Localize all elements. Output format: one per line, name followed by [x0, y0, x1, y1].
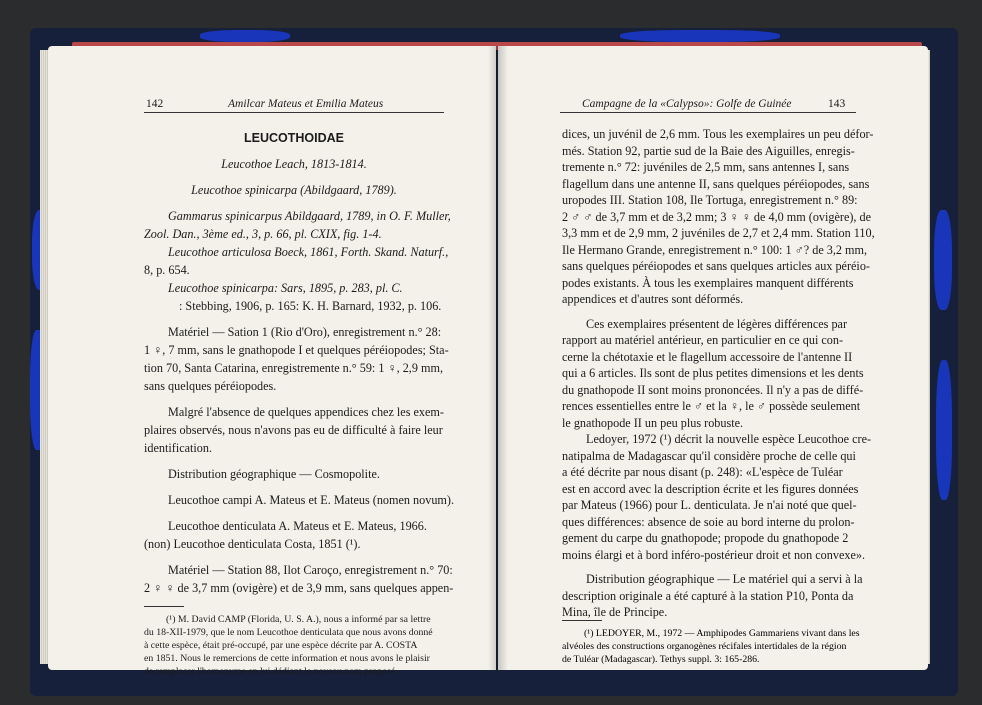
distribution-line: Distribution géographique — Le matériel qui a servi à la — [586, 572, 863, 586]
body-paragraph: identification. — [144, 441, 213, 455]
body-paragraph: appendices et d'autres sont déformés. — [562, 292, 744, 306]
body-paragraph: natipalma de Madagascar qu'il considère proche de celle qui — [562, 448, 856, 463]
page-number: 143 — [828, 98, 846, 110]
material-paragraph: 2 ♀ ♀ de 3,7 mm (ovigère) et de 3,9 mm, sans quelques appen- — [144, 581, 454, 595]
body-paragraph: plaires observés, nous n'avons pas eu de difficulté à faire leur — [144, 423, 443, 437]
footnote-line: du 18-XII-1979, que le nom Leucothoe denticulata que nous avons donné — [144, 627, 433, 638]
footnote-line: alvéoles des constructions organogènes récifales intertidales de la région — [562, 640, 847, 652]
body-paragraph: du gnathopode II sont moins prononcées. Il n'y a pas de diffé- — [562, 382, 864, 397]
footnote-rule — [562, 620, 602, 621]
synonym-line: 8, p. 654. — [144, 263, 190, 277]
material-paragraph: Matériel — Sation 1 (Rio d'Oro), enregistrement n.° 28: — [168, 325, 442, 339]
body-paragraph: rences essentielles entre le ♂ et la ♀, le ♂ possède seulement — [562, 399, 861, 413]
body-paragraph: rapport au matériel antérieur, en particulier en ce qui con- — [562, 333, 844, 347]
body-paragraph: ques différences: absence de soie au bord interne du prolon- — [562, 514, 855, 529]
footnote-line: (¹) LEDOYER, M., 1972 — Amphipodes Gammariens vivant dans les — [584, 627, 860, 639]
synonym-line: Leucothoe denticulata A. Mateus et E. Mateus, 1966. — [168, 519, 427, 533]
species-line: Leucothoe campi A. Mateus et E. Mateus (nomen novum). — [168, 493, 454, 507]
body-paragraph: Ledoyer, 1972 (¹) décrit la nouvelle espèce Leucothoe cre- — [586, 432, 872, 446]
material-paragraph: 1 ♀, 7 mm, sans le gnathopode I et quelques péréiopodes; Sta- — [144, 343, 449, 357]
marble-pattern — [200, 30, 290, 42]
material-paragraph: tion 70, Santa Catarina, enregistremente n.° 59: 1 ♀, 2,9 mm, — [144, 361, 444, 375]
body-paragraph: 3,3 mm et de 2,9 mm, 2 juvéniles de 2,7 et 2,4 mm. Station 110, — [562, 226, 875, 240]
body-paragraph: tremente n.° 72: juvéniles de 2,5 mm, sans antennes I, sans — [562, 160, 850, 174]
body-paragraph: uropodes III. Station 108, Ile Tortuga, enregistrement n.° 89: — [562, 193, 858, 207]
body-paragraph: gement du carpe du gnathopode; propode du gnathopode 2 — [562, 531, 849, 545]
left-page — [48, 46, 496, 677]
body-paragraph: qui a 6 articles. Ils sont de plus petites dimensions et les dents — [562, 366, 864, 380]
header-rule — [560, 112, 856, 113]
body-paragraph: cerne la chétotaxie et le flagellum accessoire de l'antenne II — [562, 349, 853, 364]
footnote-rule — [144, 606, 184, 607]
footnote-line: à cette espèce, était pré-occupé, par une espèce décrite par A. COSTA — [144, 640, 418, 651]
header-rule — [144, 112, 444, 113]
synonym-line: (non) Leucothoe denticulata Costa, 1851 (¹). — [144, 537, 361, 551]
distribution-line: description originale a été capturé à la station P10, Ponta da — [562, 588, 854, 603]
page-number: 142 — [146, 98, 164, 110]
book-gutter — [488, 46, 508, 670]
material-paragraph: Matériel — Station 88, Ilot Caroço, enregistrement n.° 70: — [168, 563, 453, 577]
running-head: Campagne de la «Calypso»: Golfe de Guinée — [582, 98, 792, 110]
marble-pattern — [936, 360, 952, 500]
body-paragraph: 2 ♂ ♂ de 3,7 mm et de 3,2 mm; 3 ♀ ♀ de 4,0 mm (ovigère), de — [562, 209, 872, 224]
synonym-line: Zool. Dan., 3ème ed., 3, p. 66, pl. CXIX, fig. 1-4. — [144, 227, 382, 241]
body-paragraph: sans quelques péréiopodes et sans quelques articles aux péréio- — [562, 259, 870, 273]
body-paragraph: dices, un juvénil de 2,6 mm. Tous les exemplaires un peu défor- — [562, 127, 874, 141]
body-paragraph: le gnathopode II un peu plus robuste. — [562, 415, 744, 430]
synonym-line: Leucothoe spinicarpa: Sars, 1895, p. 283, pl. C. — [168, 281, 403, 295]
body-paragraph: a été décrite par nous disant (p. 248): «L'espèce de Tuléar — [562, 465, 843, 479]
footnote-line: de Tuléar (Madagascar). Tethys suppl. 3: 165-286. — [562, 653, 760, 665]
body-paragraph: par Mateus (1966) pour L. denticulata. Je n'ai noté que quel- — [562, 498, 857, 512]
footnote-line: en 1851. Nous le remercions de cette information et nous avons le plaisir — [144, 653, 430, 664]
body-paragraph: est en accord avec la description écrite et les figures données — [562, 481, 859, 496]
right-page — [498, 46, 928, 670]
body-paragraph: més. Station 92, partie sud de la Baie des Aiguilles, enregis- — [562, 143, 855, 158]
footnote-line: de remplacer l'homonyme en lui dédiant le noveau nom proposé. — [144, 666, 398, 677]
body-paragraph: flagellum dans une antenne II, sans quelques péréiopodes, sans — [562, 176, 870, 191]
synonym-line: : Stebbing, 1906, p. 165: K. H. Barnard, 1932, p. 106. — [179, 299, 442, 313]
body-paragraph: Malgré l'absence de quelques appendices chez les exem- — [168, 405, 444, 419]
synonym-line: Leucothoe articulosa Boeck, 1861, Forth. Skand. Naturf., — [168, 245, 449, 259]
marble-pattern — [620, 30, 780, 42]
body-paragraph: podes existants. À tous les exemplaires manquent différents — [562, 275, 854, 290]
body-paragraph: Ile Hermano Grande, enregistrement n.° 100: 1 ♂? de 3,2 mm, — [562, 242, 868, 257]
body-paragraph: moins élargi et à bord inféro-postérieur droit et non convexe». — [562, 547, 866, 562]
body-paragraph: Ces exemplaires présentent de légères différences par — [586, 316, 848, 331]
marble-pattern — [934, 210, 952, 310]
footnote-line: (¹) M. David CAMP (Florida, U. S. A.), nous a informé par sa lettre — [166, 614, 431, 625]
synonym-line: Gammarus spinicarpus Abildgaard, 1789, in O. F. Muller, — [168, 209, 451, 223]
material-paragraph: sans quelques péréiopodes. — [144, 379, 277, 393]
distribution-line: Mina, île de Principe. — [562, 605, 668, 619]
genus-line: Leucothoe Leach, 1813-1814. — [221, 157, 367, 171]
distribution-line: Distribution géographique — Cosmopolite. — [168, 467, 380, 481]
family-heading: LEUCOTHOIDAE — [244, 131, 344, 145]
species-line: Leucothoe spinicarpa (Abildgaard, 1789). — [191, 183, 397, 197]
running-head: Amilcar Mateus et Emilia Mateus — [228, 98, 384, 110]
